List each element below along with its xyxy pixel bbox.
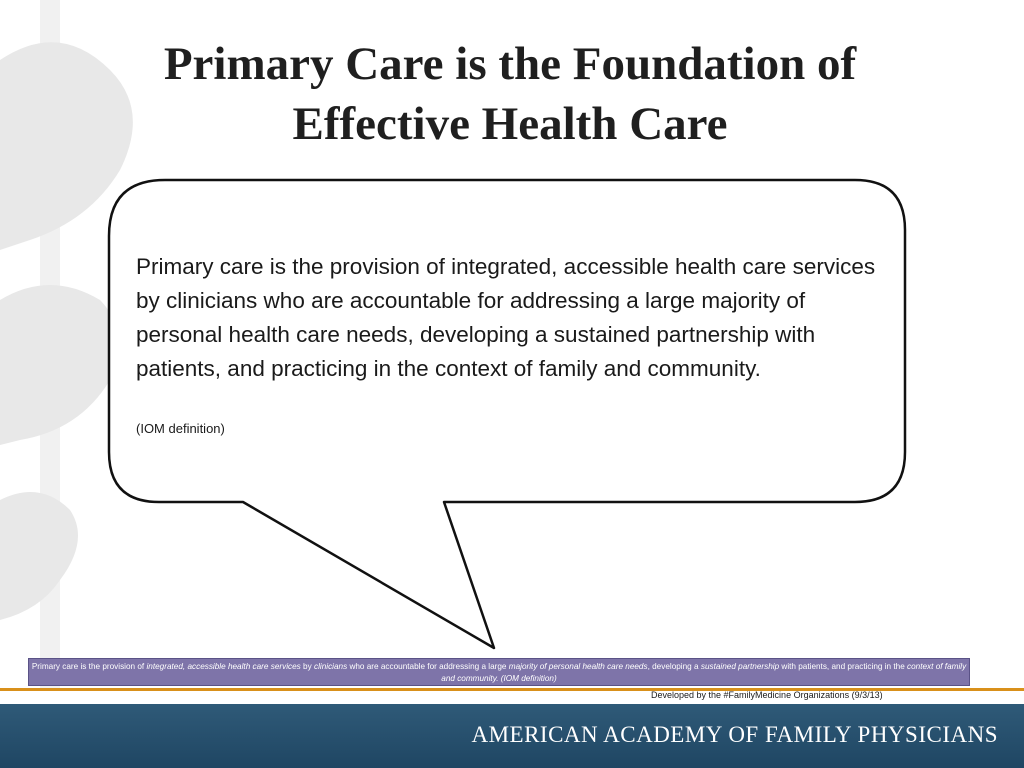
strip-part-4: clinicians	[313, 662, 348, 671]
definition-strip	[28, 658, 970, 686]
title-line-1: Primary Care is the Foundation of	[163, 38, 857, 90]
brand-name: AMERICAN ACADEMY OF FAMILY PHYSICIANS	[471, 722, 998, 747]
strip-part-7: , developing a	[647, 662, 701, 671]
citation-label: (IOM definition)	[136, 421, 225, 436]
strip-part-3: by	[300, 662, 314, 671]
strip-part-1: Primary care is the provision of	[31, 662, 147, 671]
strip-part-8: sustained partnership	[700, 662, 780, 671]
footer-bar	[0, 704, 1024, 768]
title-line-2: Effective Health Care	[292, 98, 728, 150]
strip-part-5: who are accountable for addressing a large	[347, 662, 509, 671]
primary-care-definition: Primary care is the provision of integrated, accessible health care services by clinicians who are accountable for addressing a large majority of personal health care needs, developing a sustained partnership with patients, and practicing in the context of family and community.	[136, 254, 876, 381]
strip-part-2: integrated, accessible health care services	[146, 662, 301, 671]
strip-part-6: majority of personal health care needs	[508, 662, 648, 671]
strip-part-10: context of family and community. (IOM definition)	[441, 662, 967, 683]
credit-note: Developed by the #FamilyMedicine Organizations (9/3/13)	[651, 690, 883, 700]
strip-part-9: with patients, and practicing in the	[779, 662, 908, 671]
